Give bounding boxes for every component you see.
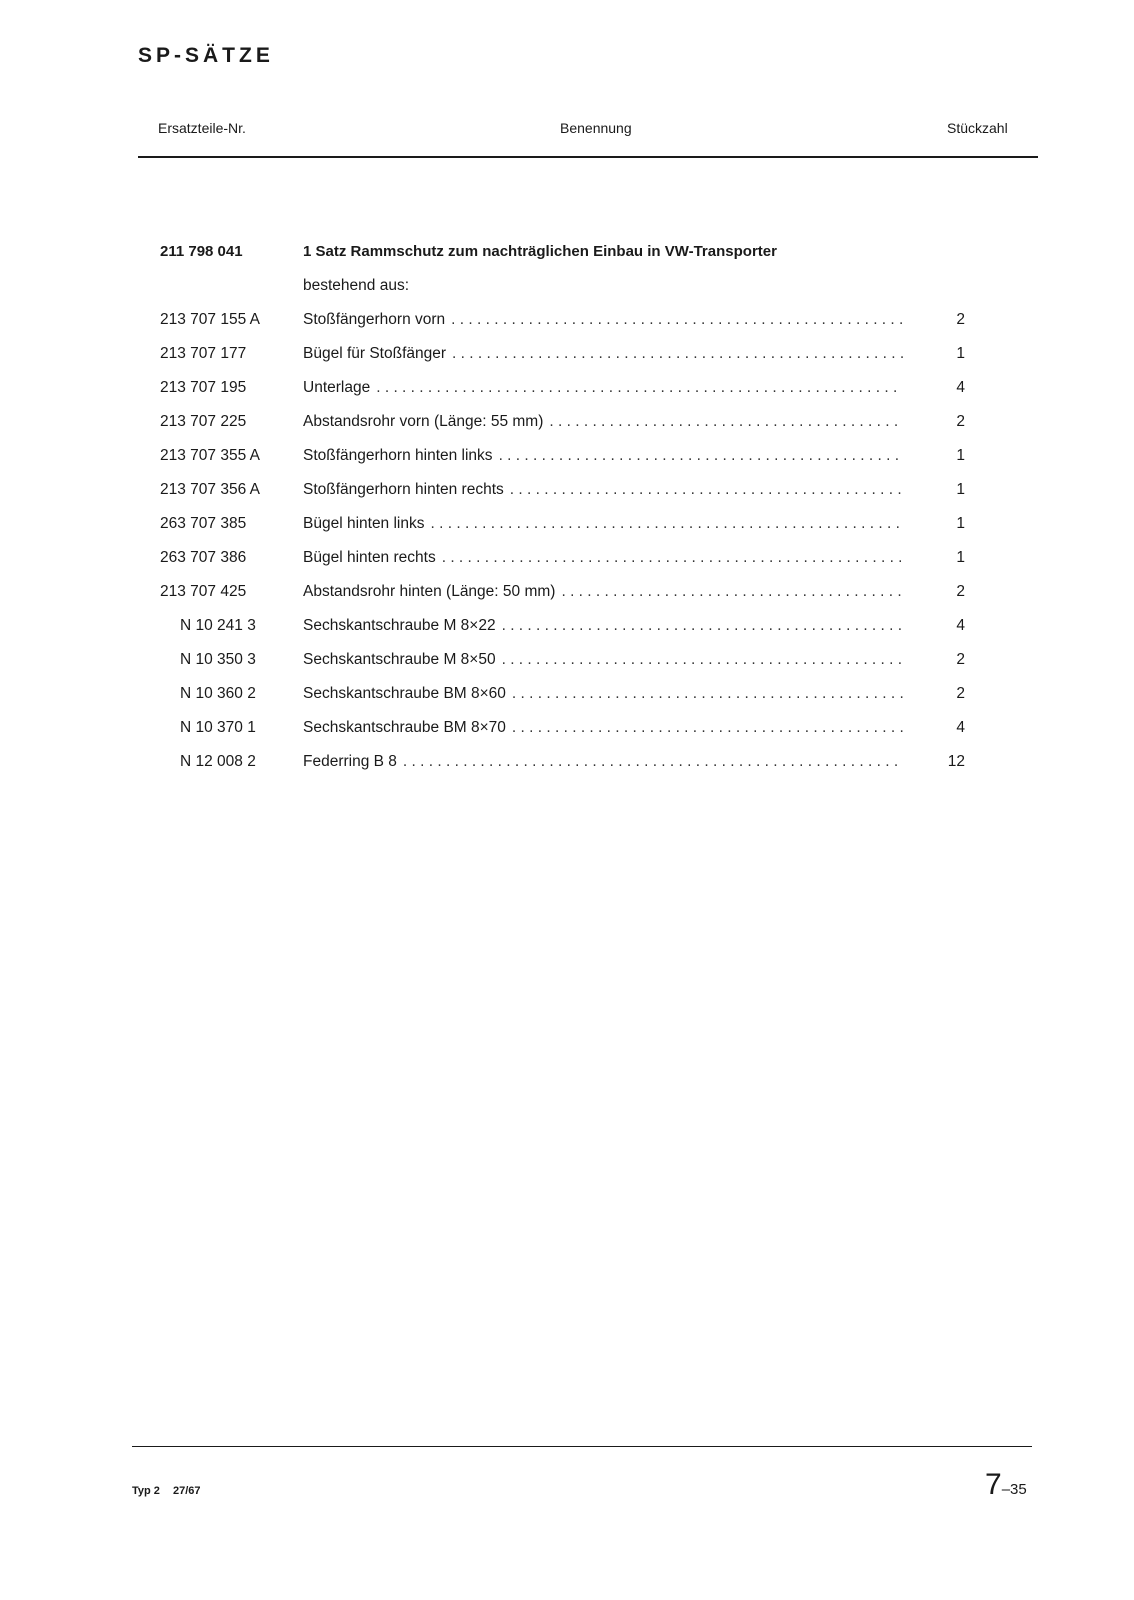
footer-type: Typ 2 — [132, 1485, 160, 1497]
part-name: Stoßfängerhorn vorn — [303, 311, 446, 328]
part-number: 213 707 155 A — [160, 311, 260, 328]
part-description — [303, 303, 903, 337]
footer-info — [132, 1485, 211, 1497]
part-description — [303, 609, 903, 643]
kit-title — [303, 235, 1003, 269]
table-row — [160, 473, 990, 507]
part-number: 263 707 386 — [160, 549, 247, 566]
dot-leader — [442, 541, 903, 575]
part-description — [303, 711, 903, 745]
header-divider — [138, 156, 1038, 158]
table-row — [160, 371, 990, 405]
part-description — [303, 541, 903, 575]
part-name: Abstandsrohr hinten (Länge: 50 mm) — [303, 583, 556, 600]
kit-subtitle-row — [160, 269, 990, 303]
part-description — [303, 745, 903, 779]
dot-leader — [549, 405, 903, 439]
part-description — [303, 677, 903, 711]
part-name: Federring B 8 — [303, 753, 397, 770]
part-quantity: 4 — [956, 719, 965, 736]
part-quantity: 4 — [956, 617, 965, 634]
column-header-name: Benennung — [560, 120, 632, 136]
part-number: N 10 370 1 — [180, 719, 256, 736]
kit-subtitle — [303, 269, 903, 303]
parts-list — [160, 235, 990, 779]
dot-leader — [403, 745, 903, 779]
page-number — [985, 1468, 1027, 1502]
table-row — [160, 303, 990, 337]
column-header-part-number: Ersatzteile-Nr. — [158, 120, 246, 136]
dot-leader — [512, 677, 903, 711]
part-quantity: 1 — [956, 481, 965, 498]
kit-header-row — [160, 235, 990, 269]
part-number: N 10 350 3 — [180, 651, 256, 668]
page-subnumber: –35 — [1001, 1481, 1027, 1498]
dot-leader — [431, 507, 904, 541]
part-number: 263 707 385 — [160, 515, 247, 532]
table-row — [160, 405, 990, 439]
part-description — [303, 337, 903, 371]
dot-leader — [499, 439, 903, 473]
part-quantity: 12 — [947, 753, 965, 770]
part-quantity: 1 — [956, 447, 965, 464]
dot-leader — [376, 371, 903, 405]
table-row — [160, 439, 990, 473]
part-number: 213 707 355 A — [160, 447, 260, 464]
part-name: Sechskantschraube M 8×22 — [303, 617, 496, 634]
dot-leader — [452, 337, 903, 371]
part-quantity: 2 — [956, 685, 965, 702]
part-quantity: 1 — [956, 549, 965, 566]
part-name: Bügel hinten rechts — [303, 549, 436, 566]
part-name: Sechskantschraube BM 8×70 — [303, 719, 506, 736]
part-quantity: 4 — [956, 379, 965, 396]
part-description — [303, 439, 903, 473]
dot-leader — [502, 609, 903, 643]
table-row — [160, 507, 990, 541]
dot-leader — [451, 303, 903, 337]
part-number: 213 707 356 A — [160, 481, 260, 498]
dot-leader — [502, 643, 903, 677]
part-quantity: 2 — [956, 583, 965, 600]
part-name: Sechskantschraube BM 8×60 — [303, 685, 506, 702]
dot-leader — [561, 575, 903, 609]
table-row — [160, 575, 990, 609]
table-row — [160, 609, 990, 643]
part-quantity: 1 — [956, 345, 965, 362]
table-row — [160, 643, 990, 677]
part-description — [303, 575, 903, 609]
part-name: Stoßfängerhorn hinten rechts — [303, 481, 504, 498]
part-description — [303, 643, 903, 677]
part-description — [303, 371, 903, 405]
column-header-quantity: Stückzahl — [947, 120, 1008, 136]
part-number: N 12 008 2 — [180, 753, 256, 770]
part-quantity: 2 — [956, 651, 965, 668]
dot-leader — [510, 473, 903, 507]
part-name: Abstandsrohr vorn (Länge: 55 mm) — [303, 413, 544, 430]
table-row — [160, 711, 990, 745]
part-number: 213 707 195 — [160, 379, 247, 396]
part-description — [303, 405, 903, 439]
kit-part-number: 211 798 041 — [160, 243, 243, 260]
part-number: 213 707 177 — [160, 345, 247, 362]
part-description — [303, 507, 903, 541]
table-row — [160, 541, 990, 575]
footer-date: 27/67 — [172, 1485, 201, 1497]
table-row — [160, 337, 990, 371]
part-quantity: 2 — [956, 311, 965, 328]
dot-leader — [512, 711, 903, 745]
part-name: Unterlage — [303, 379, 371, 396]
kit-subtitle-text: bestehend aus: — [303, 277, 410, 294]
footer-divider — [132, 1446, 1032, 1447]
part-quantity: 1 — [956, 515, 965, 532]
part-description — [303, 473, 903, 507]
part-number: 213 707 225 — [160, 413, 247, 430]
part-quantity: 2 — [956, 413, 965, 430]
chapter-number: 7 — [985, 1468, 1002, 1501]
part-name: Stoßfängerhorn hinten links — [303, 447, 493, 464]
table-row — [160, 745, 990, 779]
table-row — [160, 677, 990, 711]
part-name: Bügel für Stoßfänger — [303, 345, 447, 362]
part-name: Sechskantschraube M 8×50 — [303, 651, 496, 668]
part-number: N 10 360 2 — [180, 685, 256, 702]
part-number: N 10 241 3 — [180, 617, 256, 634]
kit-title-text: 1 Satz Rammschutz zum nachträglichen Einbau in VW-Transporter — [303, 243, 777, 260]
page-title: SP-SÄTZE — [138, 44, 274, 67]
part-name: Bügel hinten links — [303, 515, 425, 532]
part-number: 213 707 425 — [160, 583, 247, 600]
